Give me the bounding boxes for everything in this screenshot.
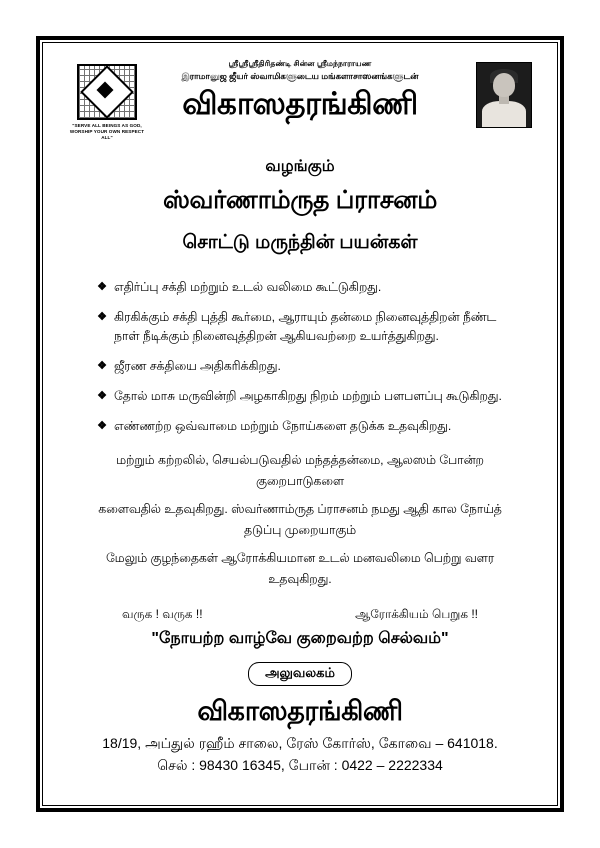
list-item-label: எண்ணற்ற ஒவ்வாமை மற்றும் நோய்களை தடுக்க உதவுகிறது. — [114, 419, 452, 433]
guru-portrait-image — [476, 62, 532, 128]
contact-details: செல் : 98430 16345, போன் : 0422 – 2222334 — [157, 757, 443, 773]
office-label: அலுவலகம் — [248, 662, 352, 686]
paragraph-line: மேலும் குழந்தைகள் ஆரோக்கியமான உடல் மனவலிமை பெற்று வளர உதவுகிறது. — [105, 551, 495, 586]
header-text-block — [150, 58, 450, 122]
logo-caption: "SERVE ALL BEINGS AS GOD, WORSHIP YOUR OWN RESPECT ALL" — [69, 123, 145, 140]
list-item — [94, 417, 522, 436]
bullet-marker-icon: ❖ — [97, 281, 107, 293]
list-item — [94, 278, 522, 297]
subtitle: வழங்கும் — [265, 158, 335, 175]
greeting-welcome: வருக ! வருக !! — [122, 607, 203, 621]
list-item-label: எதிர்ப்பு சக்தி மற்றும் உடல் வலிமை கூட்டுகிறது. — [114, 280, 382, 294]
benefits-heading: சொட்டு மருந்தின் பயன்கள் — [182, 232, 418, 253]
diamond-emblem-icon — [77, 64, 137, 120]
benefits-list — [64, 278, 536, 436]
header — [64, 58, 536, 144]
blessing-line-2: இராமானுஜ ஜீயர் ஸ்வாமிகளுடைய மங்களாசாஸனங்களுடன் — [181, 71, 419, 81]
list-item-label: ஜீரண சக்தியை அதிகரிக்கிறது. — [114, 359, 281, 373]
blessing-line-1: ஸ்ரீஸ்ரீஸ்ரீதிரிதண்டி சின்ன ஸ்ரீமந்நாராயண — [228, 59, 372, 68]
description-paragraph — [64, 450, 536, 590]
slogan: "நோயற்ற வாழ்வே குறைவற்ற செல்வம்" — [151, 630, 449, 647]
list-item-label: கிரகிக்கும் சக்தி புத்தி கூர்மை, ஆராயும் தன்மை நினைவுத்திறன் நீண்ட நாள் நீடிக்கும் நினைவுத்திறன் ஆகியவற்றை உயர்த்துகிறது. — [114, 310, 497, 343]
paragraph-line: மற்றும் கற்றலில், செயல்படுவதில் மந்தத்தன்மை, ஆலஸம் போன்ற குறைபாடுகளை — [116, 453, 484, 488]
flyer-content — [50, 50, 550, 798]
list-item — [94, 357, 522, 376]
bullet-marker-icon: ❖ — [97, 311, 107, 323]
brand-title: விகாஸதரங்கிணி — [182, 86, 418, 121]
logo-block — [68, 64, 146, 141]
bullet-marker-icon: ❖ — [97, 390, 107, 402]
product-title: ஸ்வர்ணாம்ருத ப்ராசனம் — [162, 186, 438, 214]
list-item-label: தோல் மாசு மருவின்றி அழகாகிறது நிறம் மற்றும் பளபளப்பு கூடுகிறது. — [114, 389, 502, 403]
list-item — [94, 387, 522, 406]
greeting-health: ஆரோக்கியம் பெறுக !! — [355, 607, 478, 621]
bullet-marker-icon: ❖ — [97, 420, 107, 432]
address: 18/19, அப்துல் ரஹீம் சாலை, ரேஸ் கோர்ஸ், கோவை – 641018. — [102, 735, 498, 751]
paragraph-line: களைவதில் உதவுகிறது. ஸ்வர்ணாம்ருத ப்ராசனம் நமது ஆதி கால நோய்த் தடுப்பு முறையாகும் — [98, 502, 502, 537]
greetings-row — [64, 606, 536, 623]
office-label-wrap — [64, 662, 536, 686]
footer-brand: விகாஸதரங்கிணி — [197, 696, 403, 726]
bullet-marker-icon: ❖ — [97, 360, 107, 372]
list-item — [94, 308, 522, 346]
